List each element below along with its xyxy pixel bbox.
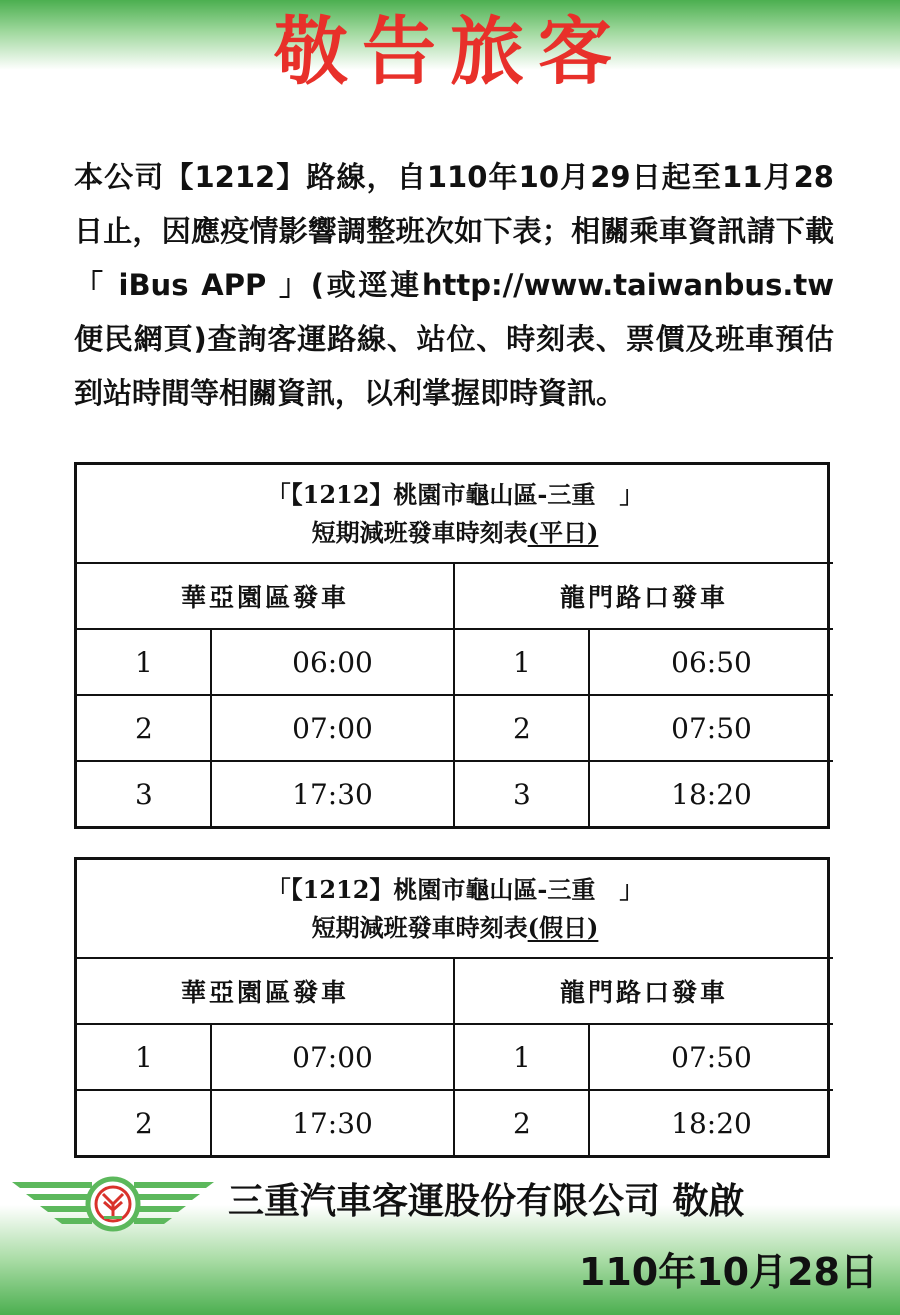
weekday-header-route: 「【1212】桃園市龜山區-三重 」 xyxy=(266,479,644,509)
issue-date: 110年10月28日 xyxy=(578,1250,878,1294)
company-signature: 三重汽車客運股份有限公司 敬啟 xyxy=(228,1181,745,1222)
departure-time: 07:50 xyxy=(589,1024,833,1090)
holiday-header-day-type: (假日) xyxy=(527,912,599,942)
departure-time: 18:20 xyxy=(589,1090,833,1155)
table-row xyxy=(77,761,833,826)
departure-time: 18:20 xyxy=(589,761,833,826)
departure-time: 17:30 xyxy=(211,761,454,826)
trip-number: 1 xyxy=(454,629,589,695)
trip-number: 1 xyxy=(454,1024,589,1090)
weekday-schedule-table xyxy=(74,462,830,829)
trip-number: 2 xyxy=(77,1090,211,1155)
trip-number: 2 xyxy=(77,695,211,761)
holiday-schedule-table xyxy=(74,857,830,1158)
notice-paragraph: 本公司【1212】路線，自110年10月29日起至11月28日止，因應疫情影響調整班次如下表；相關乘車資訊請下載「 iBus APP 」(或逕連http://www.taiwanbus.tw便民網頁)查詢客運路線、站位、時刻表、票價及班車預估到站時間等相關資訊，以利掌握即時資訊。 xyxy=(74,160,834,410)
trip-number: 2 xyxy=(454,695,589,761)
holiday-table-header xyxy=(77,860,833,958)
winged-bus-logo-icon xyxy=(8,1172,218,1236)
weekday-header-title xyxy=(77,514,833,552)
weekday-table-header xyxy=(77,465,833,563)
weekday-col-left-heading: 華亞園區發車 xyxy=(77,563,454,629)
trip-number: 1 xyxy=(77,629,211,695)
departure-time: 17:30 xyxy=(211,1090,454,1155)
weekday-header-day-type: (平日) xyxy=(527,517,599,547)
table-row xyxy=(77,1090,833,1155)
departure-time: 07:00 xyxy=(211,1024,454,1090)
departure-time: 06:00 xyxy=(211,629,454,695)
trip-number: 3 xyxy=(454,761,589,826)
page-title: 敬告旅客 xyxy=(274,9,626,95)
table-row xyxy=(77,629,833,695)
departure-time: 06:50 xyxy=(589,629,833,695)
holiday-header-route: 「【1212】桃園市龜山區-三重 」 xyxy=(266,874,644,904)
holiday-header-title-text: 短期減班發車時刻表 xyxy=(311,912,528,942)
trip-number: 3 xyxy=(77,761,211,826)
departure-time: 07:00 xyxy=(211,695,454,761)
holiday-header-title xyxy=(77,909,833,947)
trip-number: 2 xyxy=(454,1090,589,1155)
weekday-col-right-heading: 龍門路口發車 xyxy=(454,563,833,629)
table-row xyxy=(77,695,833,761)
holiday-col-left-heading: 華亞園區發車 xyxy=(77,958,454,1024)
holiday-col-right-heading: 龍門路口發車 xyxy=(454,958,833,1024)
weekday-header-title-text: 短期減班發車時刻表 xyxy=(311,517,528,547)
trip-number: 1 xyxy=(77,1024,211,1090)
table-row xyxy=(77,1024,833,1090)
departure-time: 07:50 xyxy=(589,695,833,761)
